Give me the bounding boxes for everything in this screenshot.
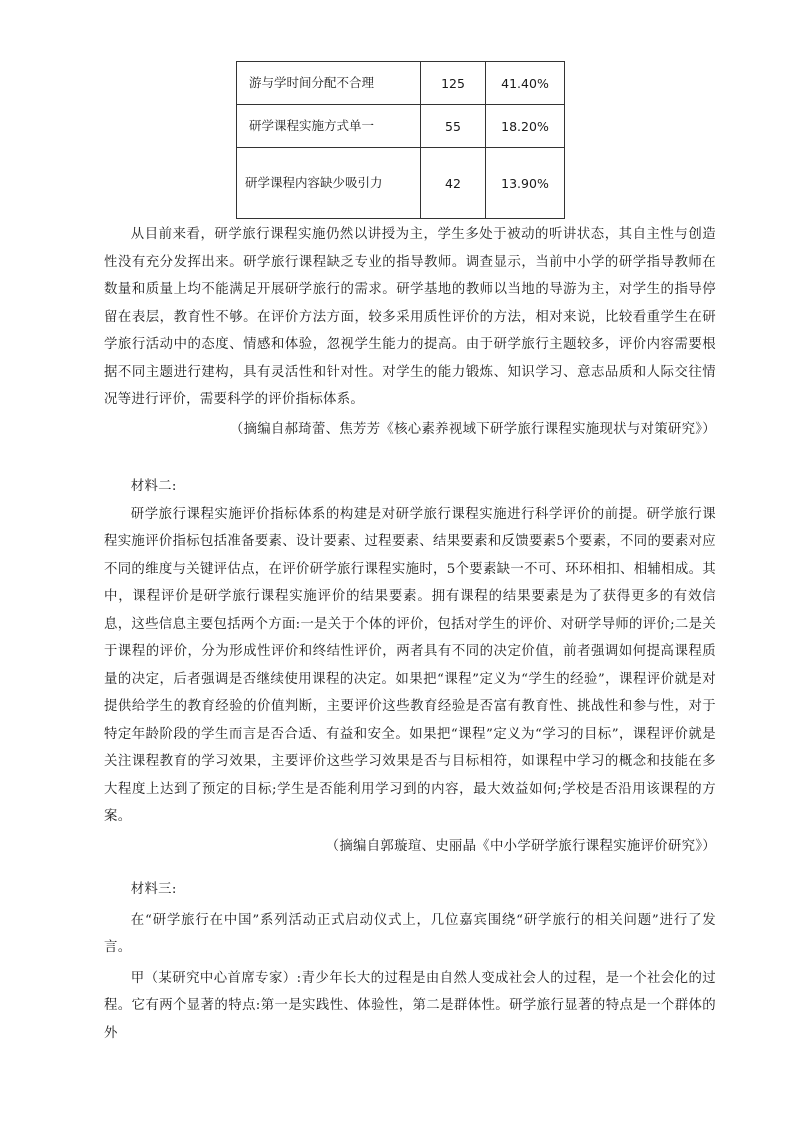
material-one <box>104 221 716 443</box>
material-one-source: （摘编自郝琦蕾、焦芳芳《核心素养视域下研学旅行课程实施现状与对策研究》） <box>229 421 716 437</box>
row-percent: 41.40% <box>486 62 565 105</box>
material-one-paragraph: 从目前来看，研学旅行课程实施仍然以讲授为主，学生多处于被动的听讲状态，其自主性与创造性没有充分发挥出来。研学旅行课程缺乏专业的指导教师。调查显示，当前中小学的研学指导教师在数量和质量上均不能满足开展研学旅行的需求。研学基地的教师以当地的导游为主，对学生的指导停留在表层，教育性不够。在评价方法方面，较多采用质性评价的方法，相对来说，比较看重学生在研学旅行活动中的态度、情感和体验，忽视学生能力的提高。由于研学旅行主题较多，评价内容需要根据不同主题进行建构，具有灵活性和针对性。对学生的能力锻炼、知识学习、意志品质和人际交往情况等进行评价，需要科学的评价指标体系。 <box>104 227 716 407</box>
survey-table <box>236 61 565 219</box>
material-three-heading: 材料三: <box>130 882 177 897</box>
material-three <box>104 876 716 1047</box>
row-count: 125 <box>421 62 486 105</box>
row-count: 42 <box>421 148 486 219</box>
row-count: 55 <box>421 105 486 148</box>
material-three-paragraph-1: 在“研学旅行在中国”系列活动正式启动仪式上，几位嘉宾围绕“研学旅行的相关问题”进行了发言。 <box>104 912 716 955</box>
material-two-paragraph: 研学旅行课程实施评价指标体系的构建是对研学旅行课程实施进行科学评价的前提。研学旅行课程实施评价指标包括准备要素、设计要素、过程要素、结果要素和反馈要素5个要素，不同的要素对应不同的维度与关键评估点，在评价研学旅行课程实施时，5个要素缺一不可、环环相扣、相辅相成。其中，课程评价是研学旅行课程实施评价的结果要素。拥有课程的结果要素是为了获得更多的有效信息，这些信息主要包括两个方面:一是关于个体的评价，包括对学生的评价、对研学导师的评价;二是关于课程的评价，分为形成性评价和终结性评价，两者具有不同的决定价值，前者强调如何提高课程质量的决定，后者强调是否继续使用课程的决定。如果把“课程”定义为“学生的经验”，课程评价就是对提供给学生的教育经验的价值判断，主要评价这些教育经验是否富有教育性、挑战性和参与性，对于特定年龄阶段的学生而言是否合适、有益和安全。如果把“课程”定义为“学习的目标”，课程评价就是关注课程教育的学习效果，主要评价这些学习效果是否与目标相符，如课程中学习的概念和技能在多大程度上达到了预定的目标;学生是否能利用学习到的内容，最大效益如何;学校是否沿用该课程的方案。 <box>104 506 717 824</box>
row-percent: 18.20% <box>486 105 565 148</box>
row-label: 研学课程内容缺少吸引力 <box>237 148 421 219</box>
table-row <box>237 105 565 148</box>
material-two-source: （摘编自郭璇瑄、史丽晶《中小学研学旅行课程实施评价研究》） <box>325 838 716 854</box>
row-percent: 13.90% <box>486 148 565 219</box>
row-label: 研学课程实施方式单一 <box>237 105 421 148</box>
material-two-heading: 材料二: <box>130 479 177 494</box>
material-three-paragraph-2: 甲（某研究中心首席专家）:青少年长大的过程是由自然人变成社会人的过程，是一个社会化的过程。它有两个显著的特点:第一是实践性、体验性，第二是群体性。研学旅行显著的特点是一个群体的外 <box>104 970 716 1041</box>
table-row <box>237 62 565 105</box>
row-label: 游与学时间分配不合理 <box>237 62 421 105</box>
material-two <box>104 473 716 860</box>
table-row <box>237 148 565 219</box>
